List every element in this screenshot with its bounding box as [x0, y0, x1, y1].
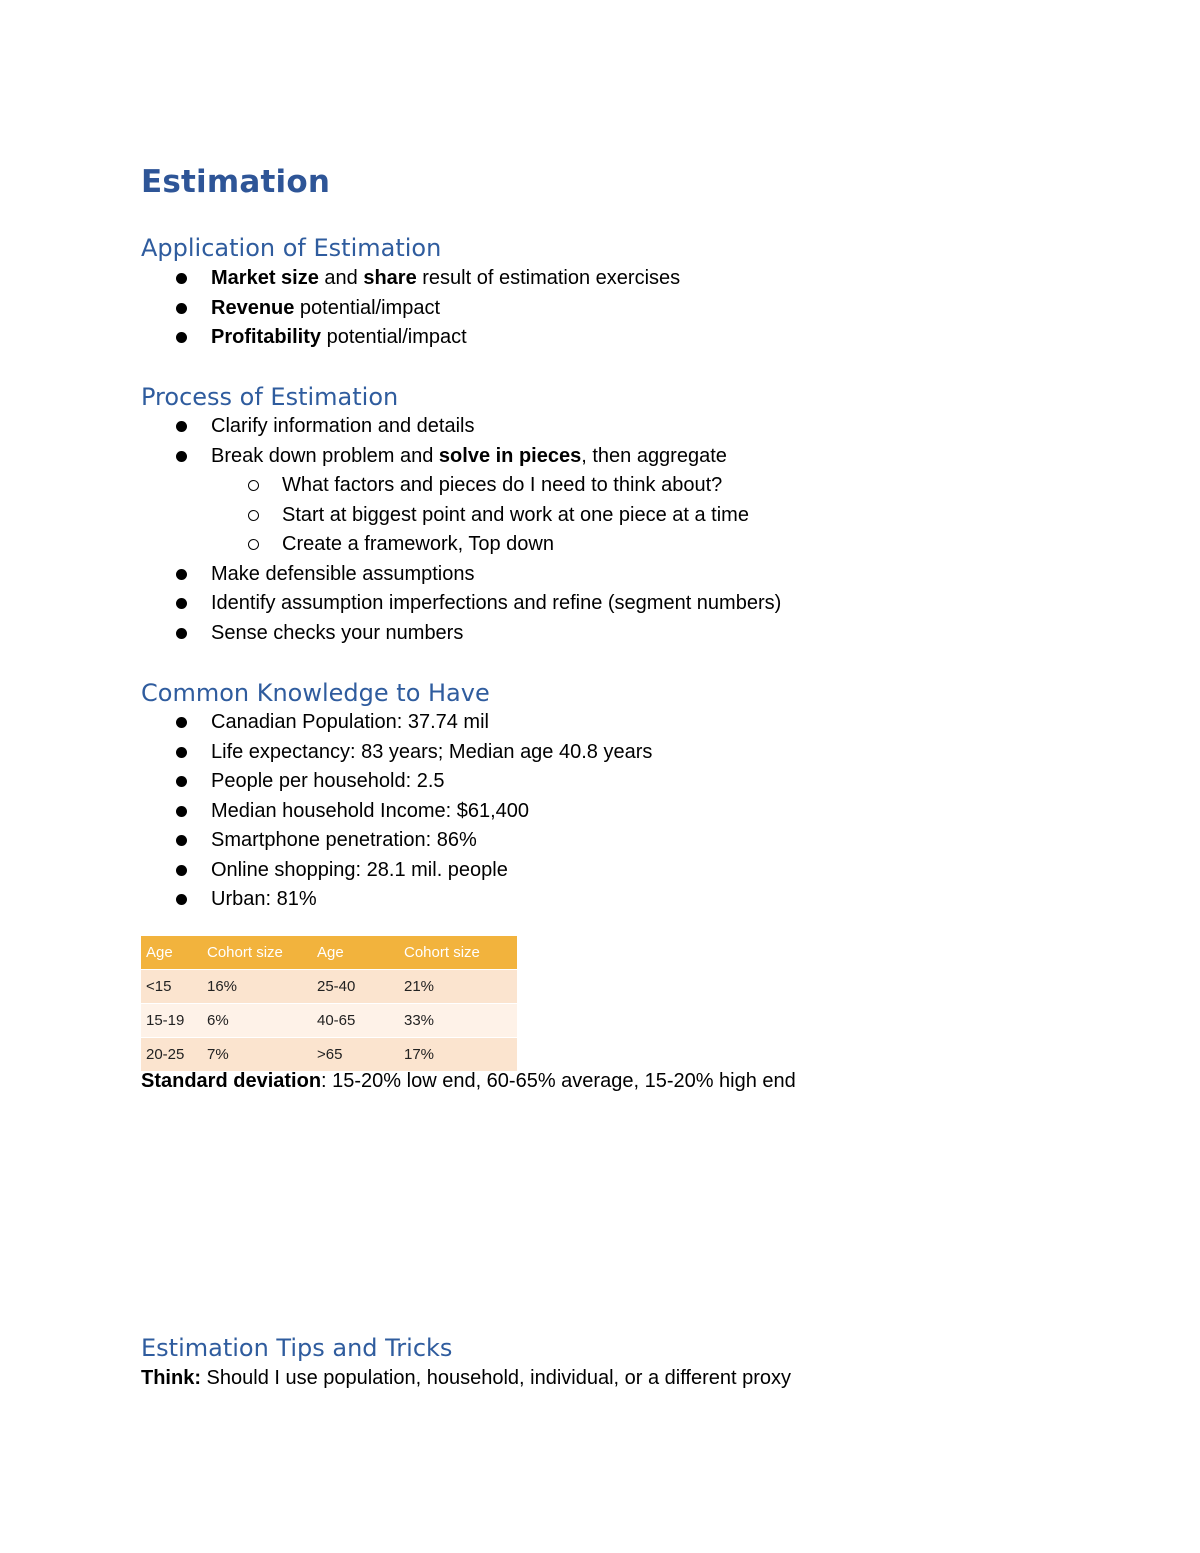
table-cell: 15-19: [141, 1004, 202, 1038]
column-header: Cohort size: [399, 936, 517, 970]
text: Smartphone penetration: 86%: [211, 829, 477, 851]
table-row: [141, 1004, 517, 1038]
circle-bullet-icon: [248, 539, 259, 550]
bold-text: Revenue: [211, 296, 295, 319]
text: Should I use population, household, individual, or a different proxy: [201, 1367, 792, 1389]
list-item: [141, 708, 652, 738]
list-item: [141, 412, 781, 442]
sub-list-item: [141, 471, 781, 501]
text: result of estimation exercises: [416, 267, 681, 289]
circle-bullet-icon: [248, 510, 259, 521]
list-item: [141, 589, 781, 619]
bullet-icon: [176, 598, 187, 609]
bullet-icon: [176, 273, 187, 284]
text: Create a framework, Top down: [282, 533, 554, 555]
text: What factors and pieces do I need to think about?: [282, 474, 723, 496]
bullet-icon: [176, 865, 187, 876]
application-list: [141, 264, 680, 353]
table-cell: 17%: [399, 1038, 517, 1072]
text: Urban: 81%: [211, 888, 317, 910]
sub-list-item: [141, 530, 781, 560]
list-item: [141, 856, 652, 886]
sub-list-item: [141, 501, 781, 531]
bold-text: solve in pieces: [438, 444, 582, 467]
list-item: [141, 442, 781, 472]
heading-common-knowledge: Common Knowledge to Have: [141, 679, 490, 707]
bullet-icon: [176, 747, 187, 758]
table-cell: 21%: [399, 970, 517, 1004]
list-item: [141, 560, 781, 590]
column-header: Age: [312, 936, 399, 970]
bold-text: Profitability: [211, 326, 322, 348]
table-cell: 40-65: [312, 1004, 399, 1038]
bold-text: Standard deviation: [141, 1070, 322, 1092]
list-item: [141, 323, 680, 353]
bullet-icon: [176, 835, 187, 846]
heading-application: Application of Estimation: [141, 234, 442, 262]
table-cell: 6%: [202, 1004, 312, 1038]
bullet-icon: [176, 717, 187, 728]
bullet-icon: [176, 569, 187, 580]
heading-tips: Estimation Tips and Tricks: [141, 1334, 453, 1362]
text: Online shopping: 28.1 mil. people: [211, 858, 508, 881]
table-cell: 20-25: [141, 1038, 202, 1072]
bullet-icon: [176, 806, 187, 817]
cohort-table: [141, 936, 517, 1072]
text: Median household Income: $61,400: [211, 799, 530, 822]
table-cell: 25-40: [312, 970, 399, 1004]
list-item: [141, 826, 652, 856]
text: People per household: 2.5: [211, 770, 445, 792]
circle-bullet-icon: [248, 480, 259, 491]
table-cell: >65: [312, 1038, 399, 1072]
text: : 15-20% low end, 60-65% average, 15-20% high end: [321, 1070, 796, 1092]
process-list: [141, 412, 781, 648]
text: Break down problem and: [211, 444, 439, 467]
list-item: [141, 294, 680, 324]
document-title: Estimation: [141, 164, 331, 200]
table-cell: 33%: [399, 1004, 517, 1038]
table-cell: 7%: [202, 1038, 312, 1072]
bullet-icon: [176, 894, 187, 905]
common-knowledge-list: [141, 708, 652, 915]
table-row: [141, 970, 517, 1004]
table-header-row: [141, 936, 517, 970]
bullet-icon: [176, 776, 187, 787]
bold-text: Market size: [211, 267, 319, 289]
list-item: [141, 885, 652, 915]
text: Canadian Population: 37.74 mil: [211, 711, 489, 733]
text: potential/impact: [321, 326, 467, 348]
text: Identify assumption imperfections and refine (segment numbers): [211, 592, 782, 614]
column-header: Age: [141, 936, 202, 970]
text: potential/impact: [294, 296, 441, 319]
table-cell: <15: [141, 970, 202, 1004]
list-item: [141, 619, 781, 649]
bullet-icon: [176, 451, 187, 462]
bold-text: share: [363, 267, 417, 289]
text: Life expectancy: 83 years; Median age 40.8 years: [211, 740, 653, 763]
text: Start at biggest point and work at one piece at a time: [282, 503, 749, 526]
bullet-icon: [176, 332, 187, 343]
list-item: [141, 264, 680, 294]
bullet-icon: [176, 303, 187, 314]
text: and: [318, 267, 364, 289]
list-item: [141, 767, 652, 797]
standard-deviation-note: [141, 1066, 796, 1096]
text: Clarify information and details: [211, 415, 475, 437]
column-header: Cohort size: [202, 936, 312, 970]
text: Sense checks your numbers: [211, 621, 464, 644]
bullet-icon: [176, 421, 187, 432]
think-note: [141, 1363, 791, 1393]
text: Make defensible assumptions: [211, 562, 475, 585]
text: , then aggregate: [581, 444, 727, 467]
bold-text: Think:: [141, 1367, 201, 1389]
list-item: [141, 797, 652, 827]
heading-process: Process of Estimation: [141, 383, 399, 411]
bullet-icon: [176, 628, 187, 639]
list-item: [141, 738, 652, 768]
table-cell: 16%: [202, 970, 312, 1004]
